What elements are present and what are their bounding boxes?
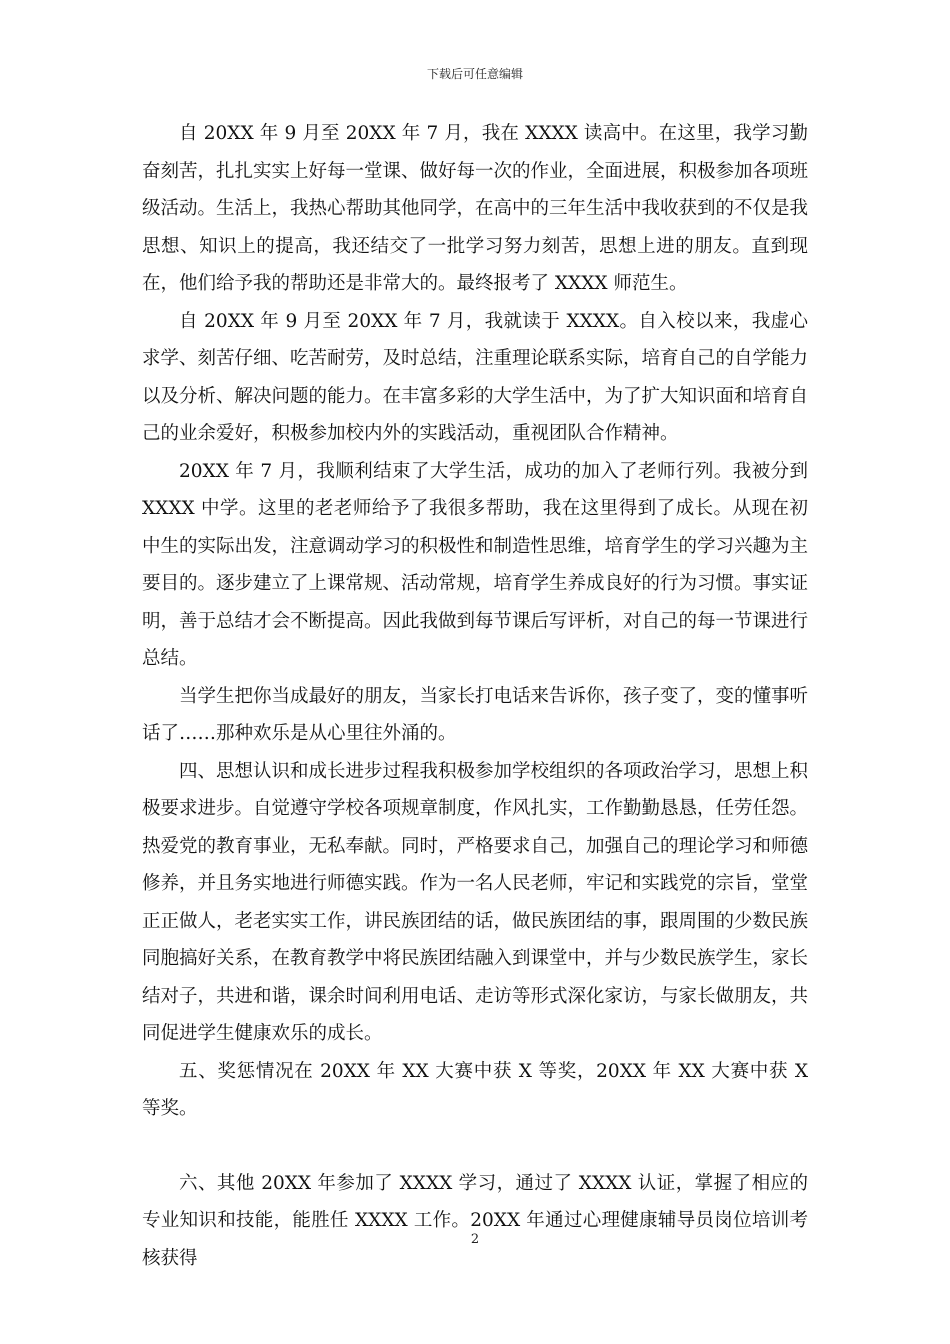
paragraph-students-parents: 当学生把你当成最好的朋友，当家长打电话来告诉你，孩子变了，变的懂事听话了……那种欢乐是从心里往外涌的。: [142, 685, 809, 744]
page-header: 下载后可任意编辑: [426, 67, 523, 81]
paragraph-section-four: 四、思想认识和成长进步过程我积极参加学校组织的各项政治学习，思想上积极要求进步。自觉遵守学校各项规章制度，作风扎实，工作勤勤恳恳，任劳任怨。热爱党的教育事业，无私奉献。同时，严格要求自己，加强自己的理论学习和师德修养，并且务实地进行师德实践。作为一名人民老师，牢记和实践党的宗旨，堂堂正正做人，老老实实工作，讲民族团结的话，做民族团结的事，跟周围的少数民族同胞搞好关系，在教育教学中将民族团结融入到课堂中，并与少数民族学生，家长结对子，共进和谐，课余时间利用电话、走访等形式深化家访，与家长做朋友，共同促进学生健康欢乐的成长。: [142, 760, 809, 1044]
paragraph-section-six: 六、其他 20XX 年参加了 XXXX 学习，通过了 XXXX 认证，掌握了相应的专业知识和技能，能胜任 XXXX 工作。20XX 年通过心理健康辅导员岗位培训考核获得: [142, 1172, 808, 1269]
page-number: 2: [470, 1232, 480, 1247]
paragraph-university: 自 20XX 年 9 月至 20XX 年 7 月，我就读于 XXXX。自入校以来，我虚心求学、刻苦仔细、吃苦耐劳，及时总结，注重理论联系实际，培育自己的自学能力以及分析、解决问题的能力。在丰富多彩的大学生活中，为了扩大知识面和培育自己的业余爱好，积极参加校内外的实践活动，重视团队合作精神。: [142, 310, 809, 444]
paragraph-spacer: [142, 1128, 808, 1165]
paragraph-high-school: 自 20XX 年 9 月至 20XX 年 7 月，我在 XXXX 读高中。在这里，我学习勤奋刻苦，扎扎实实上好每一堂课、做好每一次的作业，全面进展，积极参加各项班级活动。生活上，我热心帮助其他同学，在高中的三年生活中我收获到的不仅是我思想、知识上的提高，我还结交了一批学习努力刻苦，思想上进的朋友。直到现在，他们给予我的帮助还是非常大的。最终报考了 XXXX 师范生。: [142, 123, 809, 294]
paragraph-section-five: 五、奖惩情况在 20XX 年 XX 大赛中获 X 等奖，20XX 年 XX 大赛中获 X 等奖。: [142, 1060, 808, 1119]
paragraph-teaching-career: 20XX 年 7 月，我顺利结束了大学生活，成功的加入了老师行列。我被分到 XXXX 中学。这里的老老师给予了我很多帮助，我在这里得到了成长。从现在初中生的实际出发，注意调动学习的积极性和制造性思维，培育学生的学习兴趣为主要目的。逐步建立了上课常规、活动常规，培育学生养成良好的行为习惯。事实证明，善于总结才会不断提高。因此我做到每节课后写评析，对自己的每一节课进行总结。: [142, 460, 809, 669]
document-body: [142, 115, 808, 1277]
